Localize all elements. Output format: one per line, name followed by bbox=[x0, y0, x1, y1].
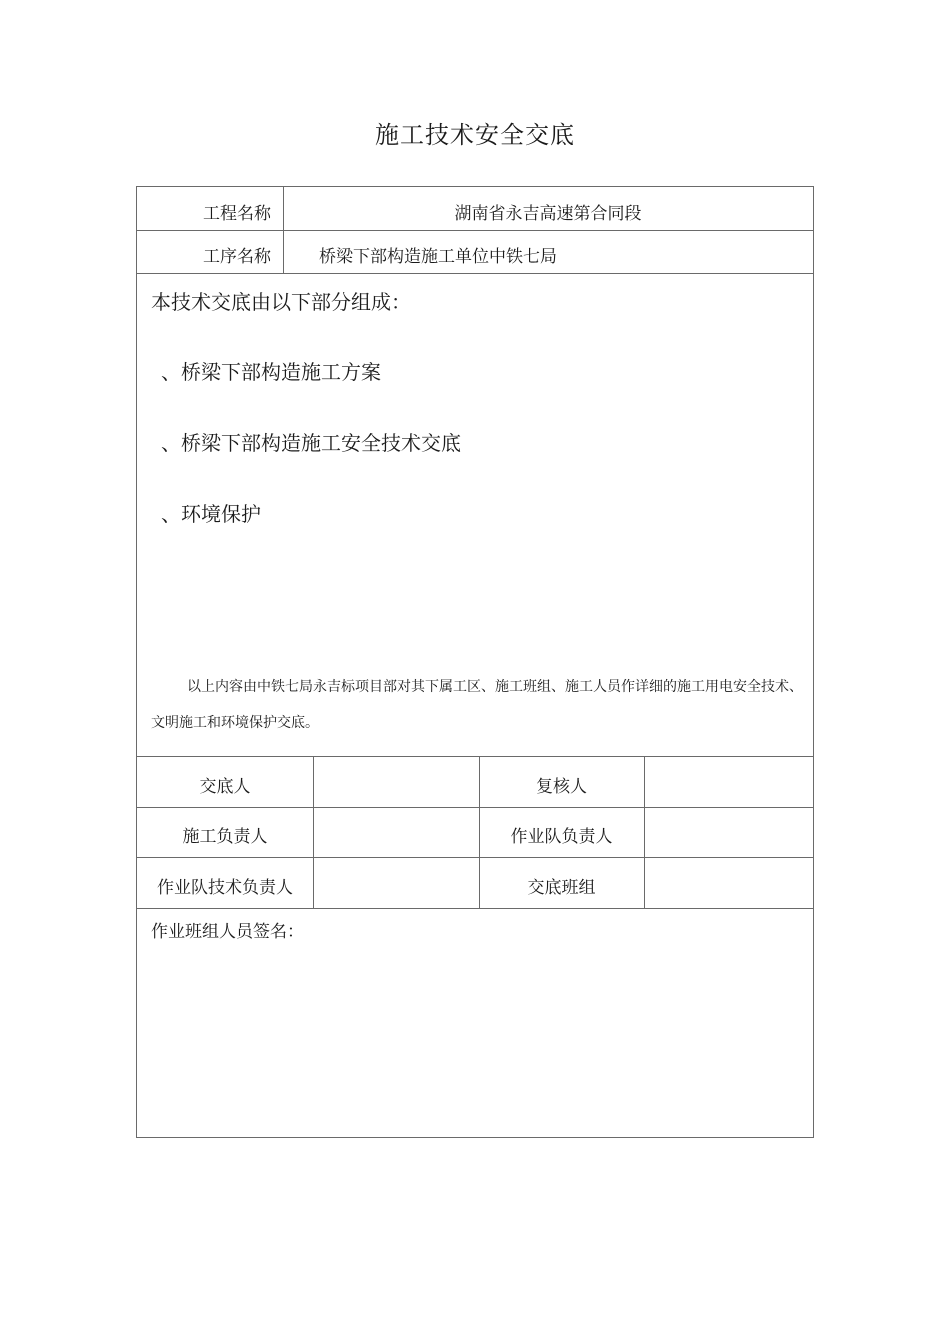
column-divider bbox=[644, 757, 645, 807]
technical-lead-label: 作业队技术负责人 bbox=[157, 878, 293, 898]
signature-row bbox=[137, 858, 813, 909]
column-divider bbox=[313, 808, 314, 857]
signature-row bbox=[137, 757, 813, 808]
reviewer-label: 复核人 bbox=[536, 777, 587, 797]
team-signature-label: 作业班组人员签名： bbox=[151, 922, 304, 942]
column-divider bbox=[313, 858, 314, 908]
content-intro: 本技术交底由以下部分组成： bbox=[151, 290, 411, 314]
disclosure-team-label: 交底班组 bbox=[527, 878, 596, 898]
column-divider bbox=[283, 231, 284, 273]
content-item: 、桥梁下部构造施工安全技术交底 bbox=[161, 431, 461, 455]
process-name-label: 工序名称 bbox=[203, 247, 271, 267]
content-item: 、环境保护 bbox=[161, 502, 261, 526]
discloser-label: 交底人 bbox=[199, 777, 251, 797]
project-name-value: 湖南省永吉高速第合同段 bbox=[454, 204, 642, 224]
construction-lead-label: 施工负责人 bbox=[182, 827, 268, 847]
content-item: 、桥梁下部构造施工方案 bbox=[161, 360, 381, 384]
column-divider bbox=[644, 808, 645, 857]
team-lead-label: 作业队负责人 bbox=[510, 827, 613, 847]
process-name-row bbox=[137, 231, 813, 274]
content-section bbox=[137, 274, 813, 757]
project-name-label: 工程名称 bbox=[203, 204, 271, 224]
process-name-value: 桥梁下部构造施工单位中铁七局 bbox=[319, 247, 557, 267]
column-divider bbox=[644, 858, 645, 908]
column-divider bbox=[313, 757, 314, 807]
disclosure-form bbox=[136, 186, 814, 1138]
project-name-row bbox=[137, 187, 813, 231]
disclosure-note: 以上内容由中铁七局永吉标项目部对其下属工区、施工班组、施工人员作详细的施工用电安全技术、文明施工和环境保护交底。 bbox=[151, 679, 803, 731]
document-title: 施工技术安全交底 bbox=[375, 121, 575, 149]
signature-row bbox=[137, 808, 813, 858]
